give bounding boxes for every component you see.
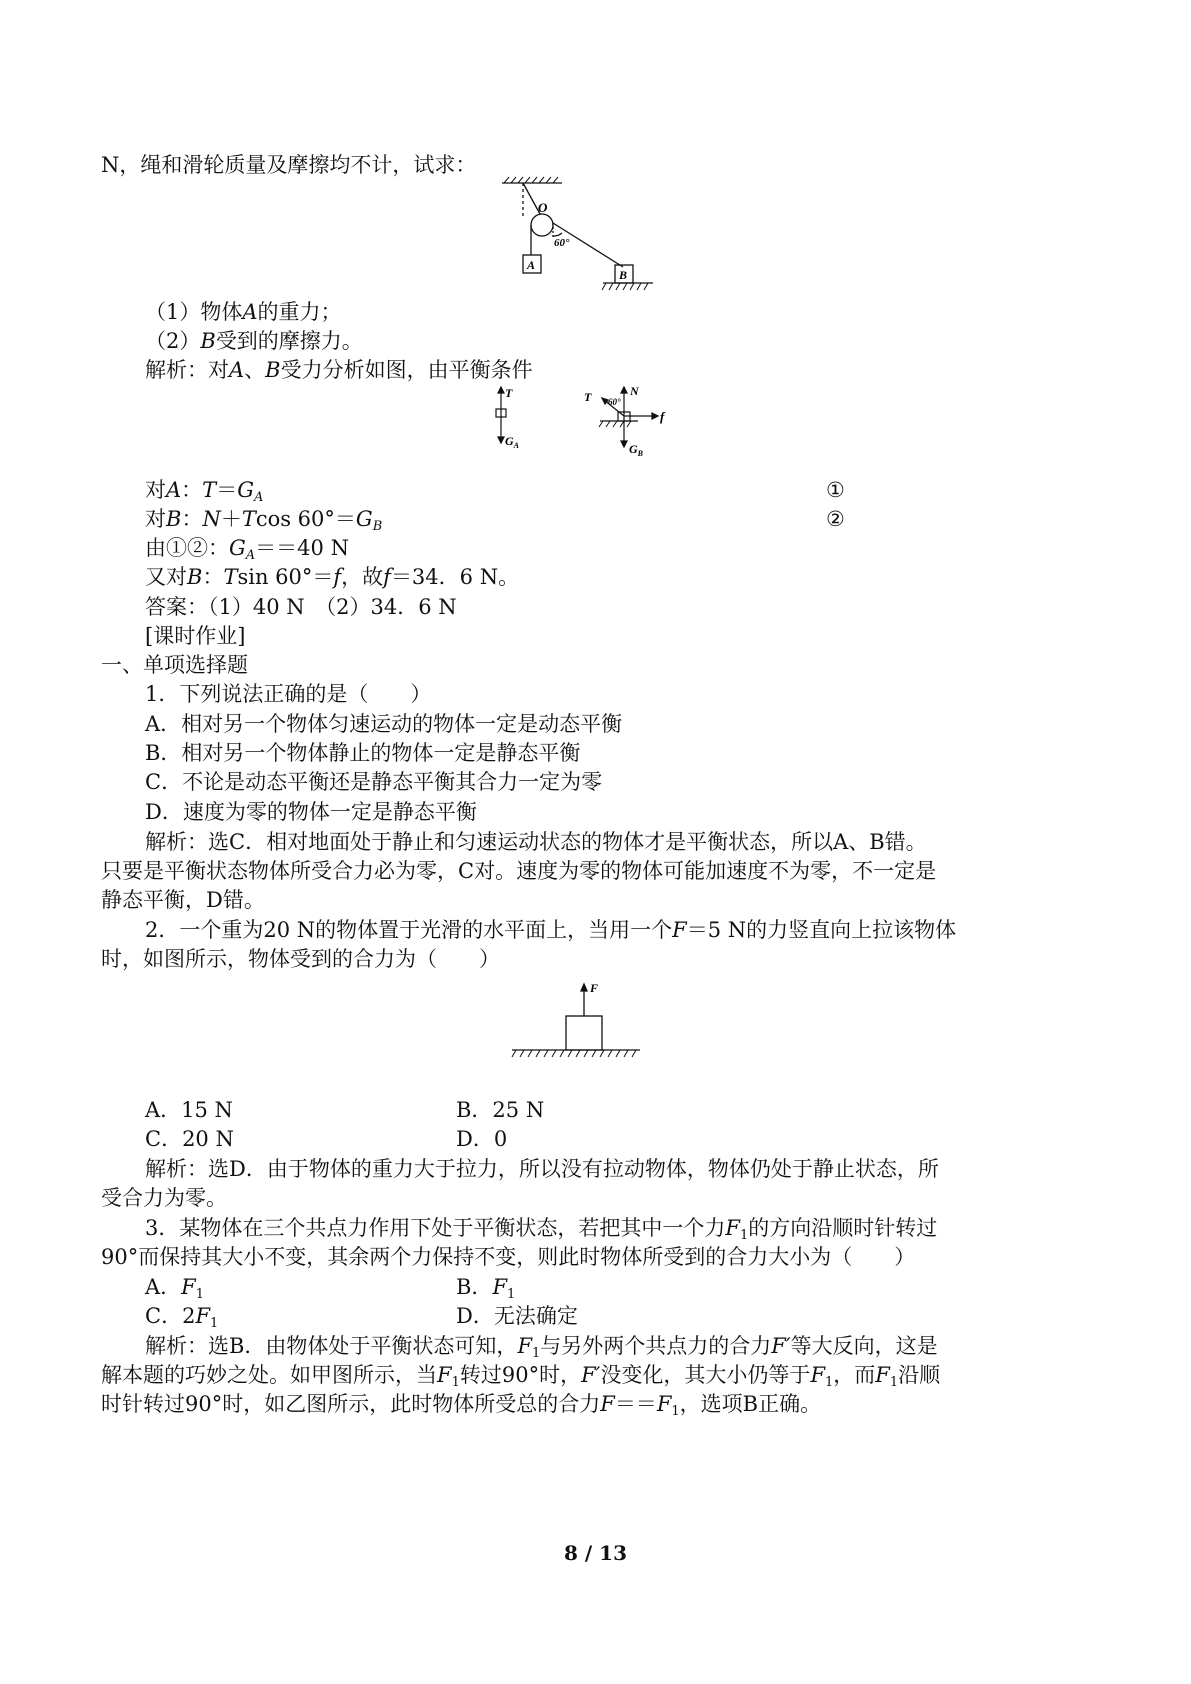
q3-option-a: A．$F_1$: [145, 1275, 205, 1302]
label-a: A: [527, 258, 536, 272]
equation-result: 由①②：$G_A==40$ N: [145, 536, 349, 563]
question-part-1: （1）物体A的重力；: [145, 300, 342, 324]
q2-option-d: D．0: [456, 1127, 508, 1151]
section-heading: 一、单项选择题: [101, 653, 248, 677]
q2-analysis-line1: 解析：选D．由于物体的重力大于拉力，所以没有拉动物体，物体仍处于静止状态，所: [145, 1157, 939, 1181]
q2-analysis-line2: 受合力为零。: [101, 1186, 227, 1210]
label-t2: T: [584, 390, 592, 404]
page-number: 8 / 13: [564, 1541, 627, 1565]
label-n: N: [630, 384, 639, 398]
q1-analysis-line3: 静态平衡，D错。: [101, 888, 265, 912]
q1-option-c: C．不论是动态平衡还是静态平衡其合力一定为零: [145, 770, 603, 794]
question-part-2: （2）B受到的摩擦力。: [145, 329, 363, 353]
label-o: O: [538, 200, 548, 215]
q3-option-b: B．$F_1$: [456, 1275, 516, 1302]
q2-option-c: C．20 N: [145, 1127, 234, 1151]
label-angle: 60°: [554, 237, 570, 249]
q3-option-c: C．$2F_1$: [145, 1304, 219, 1331]
q2-option-a: A．15 N: [145, 1098, 233, 1122]
q1-option-b: B．相对另一个物体静止的物体一定是静态平衡: [145, 741, 581, 765]
answer-text: 答案：（1）40 N （2）34．6 N: [145, 595, 457, 619]
analysis-intro: 解析：对A、B受力分析如图，由平衡条件: [145, 358, 533, 382]
q3-analysis-line2: 解本题的巧妙之处。如甲图所示，当$F_1$转过90°时，F′没变化，其大小仍等于$F_1$，而$F_1$沿顺: [101, 1363, 941, 1390]
q3-stem-line1: 3．某物体在三个共点力作用下处于平衡状态，若把其中一个力$F_1$的方向沿顺时针转过: [145, 1216, 938, 1243]
equation-friction: 又对B：Tsin 60°＝f，故f＝34．6 N。: [145, 565, 520, 589]
pulley-figure: [498, 176, 663, 298]
q1-stem: 1．下列说法正确的是（ ）: [145, 682, 432, 706]
q2-stem-line1: 2．一个重为20 N的物体置于光滑的水平面上，当用一个F＝5 N的力竖直向上拉该物体: [145, 918, 957, 942]
q3-analysis-line1: 解析：选B．由物体处于平衡状态可知，$F_1$与另外两个共点力的合力F′等大反向，这是: [145, 1334, 938, 1361]
q3-analysis-line3: 时针转过90°时，如乙图所示，此时物体所受总的合力$F==F_1$，选项B正确。: [101, 1392, 822, 1419]
equation-b: 对B：N＋Tcos $60^\circ=G_B$: [145, 507, 383, 534]
q1-analysis-line2: 只要是平衡状态物体所受合力必为零，C对。速度为零的物体可能加速度不为零，不一定是: [101, 859, 937, 883]
q3-stem-line2: 90°而保持其大小不变，其余两个力保持不变，则此时物体所受到的合力大小为（ ）: [101, 1245, 916, 1269]
label-angle2: 60°: [608, 397, 621, 407]
q3-option-d: D．无法确定: [456, 1304, 578, 1328]
q1-option-a: A．相对另一个物体匀速运动的物体一定是动态平衡: [145, 712, 623, 736]
label-gb: $G_B$: [629, 442, 644, 458]
q2-stem-line2: 时，如图所示，物体受到的合力为（ ）: [101, 947, 500, 971]
homework-heading: [课时作业]: [145, 624, 246, 648]
force-diagram: [488, 383, 678, 463]
block-figure: [508, 978, 646, 1063]
q1-option-d: D．速度为零的物体一定是静态平衡: [145, 800, 477, 824]
equation-a: 对A：$T=G_A$: [145, 478, 264, 505]
intro-text: N，绳和滑轮质量及摩擦均不计，试求：: [101, 153, 477, 177]
label-force-f: F: [590, 981, 599, 995]
equation-mark-2: ②: [826, 507, 845, 531]
q1-analysis-line1: 解析：选C．相对地面处于静止和匀速运动状态的物体才是平衡状态，所以A、B错。: [145, 830, 927, 854]
label-b: B: [619, 268, 628, 282]
q2-option-b: B．25 N: [456, 1098, 545, 1122]
label-t: T: [505, 386, 513, 400]
label-ga: $G_A$: [505, 434, 520, 450]
label-f: f: [660, 409, 665, 424]
equation-mark-1: ①: [826, 478, 845, 502]
